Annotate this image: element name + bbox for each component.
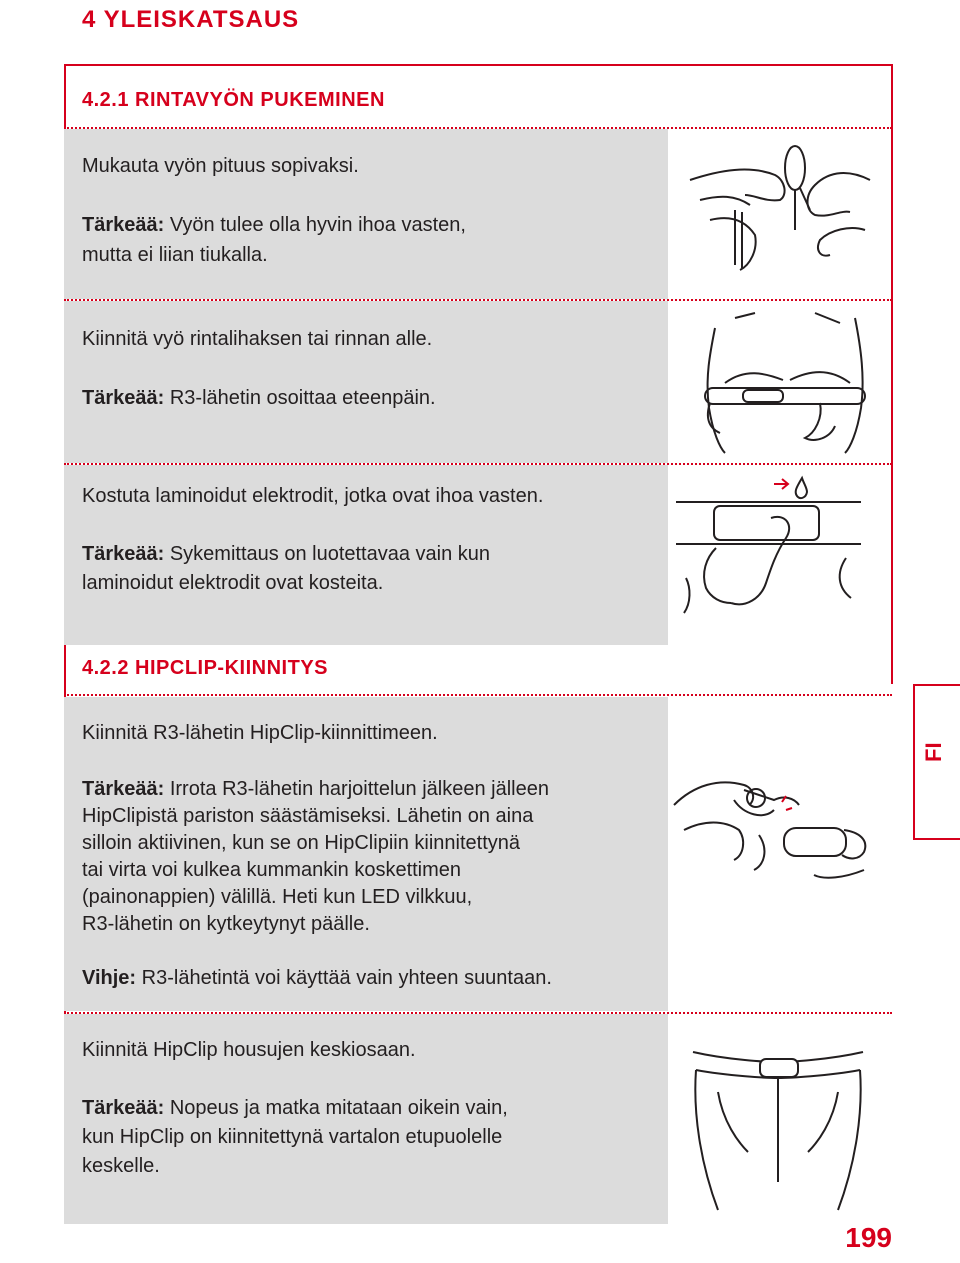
hands-adjusting-strap-icon <box>680 140 880 280</box>
important-text: Vyön tulee olla hyvin ihoa vasten, <box>164 214 466 236</box>
frame-top-line <box>64 64 892 66</box>
step-4-text: Kiinnitä R3-lähetin HipClip-kiinnittimeen. <box>82 722 438 744</box>
step-3-important <box>82 540 490 568</box>
hipclip-attach-icon <box>674 760 874 890</box>
step-4-line: (painonappien) välillä. Heti kun LED vilkkuu, <box>82 886 473 908</box>
important-text: Sykemittaus on luotettavaa vain kun <box>164 543 491 565</box>
step-2-text: Kiinnitä vyö rintalihaksen tai rinnan alle. <box>82 328 433 350</box>
step-4-line: tai virta voi kulkea kummankin koskettimen <box>82 859 462 881</box>
language-tab-label: FI <box>921 742 946 762</box>
separator <box>64 463 892 465</box>
separator <box>64 127 892 129</box>
page-number: 199 <box>845 1222 892 1253</box>
important-text: Irrota R3-lähetin harjoittelun jälkeen jälleen <box>164 778 549 800</box>
important-label: Tärkeää: <box>82 387 165 409</box>
step-5-important <box>82 1094 508 1122</box>
separator <box>64 299 892 301</box>
section-heading-4-2-2: 4.2.2 HIPCLIP-KIINNITYS <box>82 657 328 679</box>
frame-right-line <box>891 64 893 684</box>
moisten-electrode-icon <box>676 478 866 628</box>
step-4-tip <box>82 964 552 992</box>
important-text: Nopeus ja matka mitataan oikein vain, <box>164 1097 508 1119</box>
separator <box>64 1012 892 1014</box>
language-tab <box>913 684 960 840</box>
chapter-title: 4 YLEISKATSAUS <box>82 6 300 33</box>
step-2-important <box>82 384 436 412</box>
step-1-important <box>82 211 466 239</box>
step-4-important <box>82 775 549 803</box>
step-3-important-cont: laminoidut elektrodit ovat kosteita. <box>82 572 384 594</box>
step-5-important-cont: kun HipClip on kiinnitettynä vartalon etupuolelle <box>82 1126 503 1148</box>
tip-text: R3-lähetintä voi käyttää vain yhteen suuntaan. <box>136 967 552 989</box>
chest-strap-on-torso-icon <box>695 308 875 458</box>
hipclip-on-pants-icon <box>688 1032 868 1212</box>
important-label: Tärkeää: <box>82 778 165 800</box>
step-4-line: R3-lähetin on kytkeytynyt päälle. <box>82 913 370 935</box>
tip-label: Vihje: <box>82 967 137 989</box>
step-5-important-cont: keskelle. <box>82 1155 160 1177</box>
separator <box>64 694 892 696</box>
step-4-line: silloin aktiivinen, kun se on HipClipiin kiinnitettynä <box>82 832 520 854</box>
step-1-text: Mukauta vyön pituus sopivaksi. <box>82 155 359 177</box>
step-4-line: HipClipistä pariston säästämiseksi. Lähetin on aina <box>82 805 534 827</box>
step-3-text: Kostuta laminoidut elektrodit, jotka ovat ihoa vasten. <box>82 485 544 507</box>
important-label: Tärkeää: <box>82 214 165 236</box>
step-5-text: Kiinnitä HipClip housujen keskiosaan. <box>82 1039 416 1061</box>
important-label: Tärkeää: <box>82 543 165 565</box>
step-1-important-cont: mutta ei liian tiukalla. <box>82 244 268 266</box>
important-label: Tärkeää: <box>82 1097 165 1119</box>
important-text: R3-lähetin osoittaa eteenpäin. <box>164 387 436 409</box>
section-heading-4-2-1: 4.2.1 RINTAVYÖN PUKEMINEN <box>82 89 385 111</box>
